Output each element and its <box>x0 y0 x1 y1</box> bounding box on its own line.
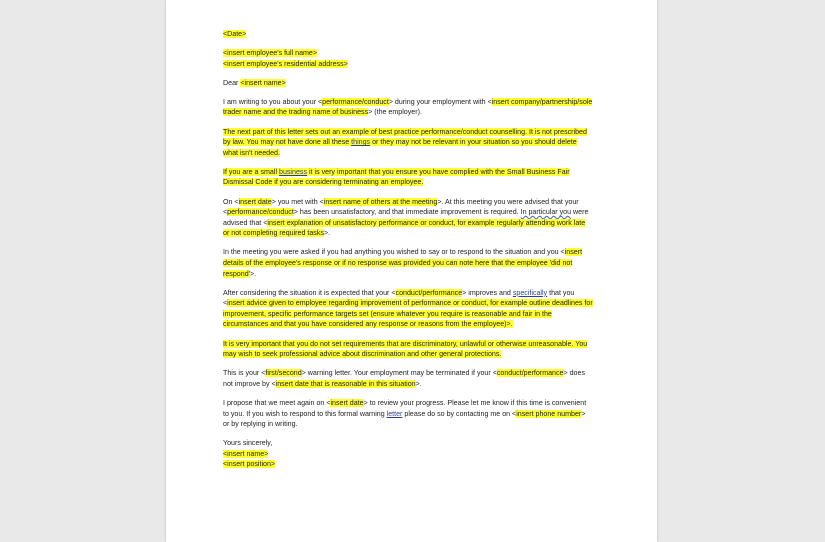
signature-block <box>223 438 593 470</box>
text: On < <box>223 197 239 206</box>
closing-text: Yours sincerely, <box>223 439 273 448</box>
text: >. <box>415 379 422 388</box>
text: > (the employer). <box>368 108 422 117</box>
text: or they may not be relevant in your situation so you should delete what isn't needed. <box>223 138 577 157</box>
placeholder: conduct/performance <box>395 288 463 297</box>
paragraph-intro <box>223 97 593 118</box>
text: > has been unsatisfactory, and that immediate improvement is required. <box>293 208 521 217</box>
placeholder: insert date that is reasonable in this situation <box>275 379 416 388</box>
text: After considering the situation it is expected that your < <box>223 288 396 297</box>
paragraph-expectations <box>223 288 593 330</box>
underlined-word: things <box>351 138 371 147</box>
text: > improves and <box>462 288 513 297</box>
document-page <box>166 0 657 542</box>
placeholder: insert date <box>238 197 272 206</box>
placeholder: insert explanation of unsatisfactory performance or conduct, for example regularly attending work late or not completing required tasks <box>223 218 586 238</box>
placeholder: insert date <box>330 398 364 407</box>
text: > or by replying in writing. <box>223 409 586 429</box>
text: I propose that we meet again on < <box>223 398 331 407</box>
document-body[interactable] <box>223 29 593 470</box>
text: I am writing to you about your < <box>223 97 323 106</box>
placeholder: insert phone number <box>516 409 582 418</box>
placeholder: insert details of the employee's response or if no response was provided you can note here that the employee 'did not respond' <box>223 248 583 278</box>
signer-name-placeholder: <insert name> <box>223 449 269 458</box>
paragraph-small-business-note <box>223 167 593 188</box>
text: > during your employment with < <box>388 97 492 106</box>
employee-address-placeholder: <insert employee's residential address> <box>223 59 348 68</box>
text: >. <box>323 229 331 238</box>
placeholder: performance/conduct <box>227 208 294 217</box>
text: > you met with < <box>271 197 324 206</box>
salutation-name-placeholder: <insert name> <box>240 78 286 87</box>
placeholder: first/second <box>265 369 302 378</box>
underlined-word: business <box>279 167 307 176</box>
text: The next part of this letter sets out an example of best practice performance/conduct counselling. It is not prescribed by law. You may not have done all these <box>223 127 587 147</box>
salutation-text: Dear <box>223 78 241 87</box>
placeholder: conduct/performance <box>496 369 564 378</box>
paragraph-warning <box>223 368 593 389</box>
date-placeholder: <Date> <box>223 30 247 38</box>
text: This is your < <box>223 369 266 378</box>
underlined-word: specifically <box>512 288 548 297</box>
text: > does not improve by < <box>223 369 585 388</box>
signer-position-placeholder: <insert position> <box>223 460 276 469</box>
text: If you are a small <box>223 167 279 176</box>
paragraph-discrimination-note <box>223 339 593 360</box>
text: were advised that < <box>223 208 589 227</box>
placeholder: insert company/partnership/sole trader name and the trading name of business <box>223 97 593 117</box>
date-line <box>223 29 593 40</box>
text: that you < <box>223 288 575 308</box>
recipient-block <box>223 48 593 69</box>
salutation <box>223 78 593 89</box>
employee-name-placeholder: <insert employee's full name> <box>223 49 318 58</box>
paragraph-response <box>223 247 593 279</box>
text: In the meeting you were asked if you had anything you wished to say or to respond to the situation and you < <box>223 248 565 257</box>
underlined-word: letter <box>386 409 403 418</box>
paragraph-follow-up <box>223 398 593 430</box>
paragraph-guidance-note <box>223 127 593 159</box>
placeholder: insert name of others at the meeting <box>323 197 438 206</box>
spellcheck-underlined-text: In particular you <box>520 208 572 217</box>
text: it is very important that you ensure you have complied with the Small Business Fair Dismissal Code if you are considering terminating an employee. <box>223 167 570 187</box>
paragraph-meeting <box>223 197 593 239</box>
text: > warning letter. Your employment may be terminated if your < <box>301 369 497 378</box>
note-text: It is very important that you do not set requirements that are discriminatory, unlawful or otherwise unreasonable. You may wish to seek professional advice about discrimination and other general protections. <box>223 339 588 359</box>
text: >. At this meeting you were advised that your < <box>223 197 579 217</box>
text: >. <box>506 320 513 329</box>
placeholder: insert advice given to employee regarding improvement of performance or conduct, for example outline deadlines for improvement, specific performance targets set (ensure whatever you require is reasonable and fair in the circumstances and that you have considered any response or reasons from the employee) <box>223 299 593 329</box>
text: > to review your progress. Please let me know if this time is convenient to you. If you wish to respond to this formal warning <box>223 398 587 418</box>
placeholder: performance/conduct <box>322 97 389 106</box>
text: >. <box>250 269 257 278</box>
text: please do so by contacting me on < <box>402 409 517 418</box>
